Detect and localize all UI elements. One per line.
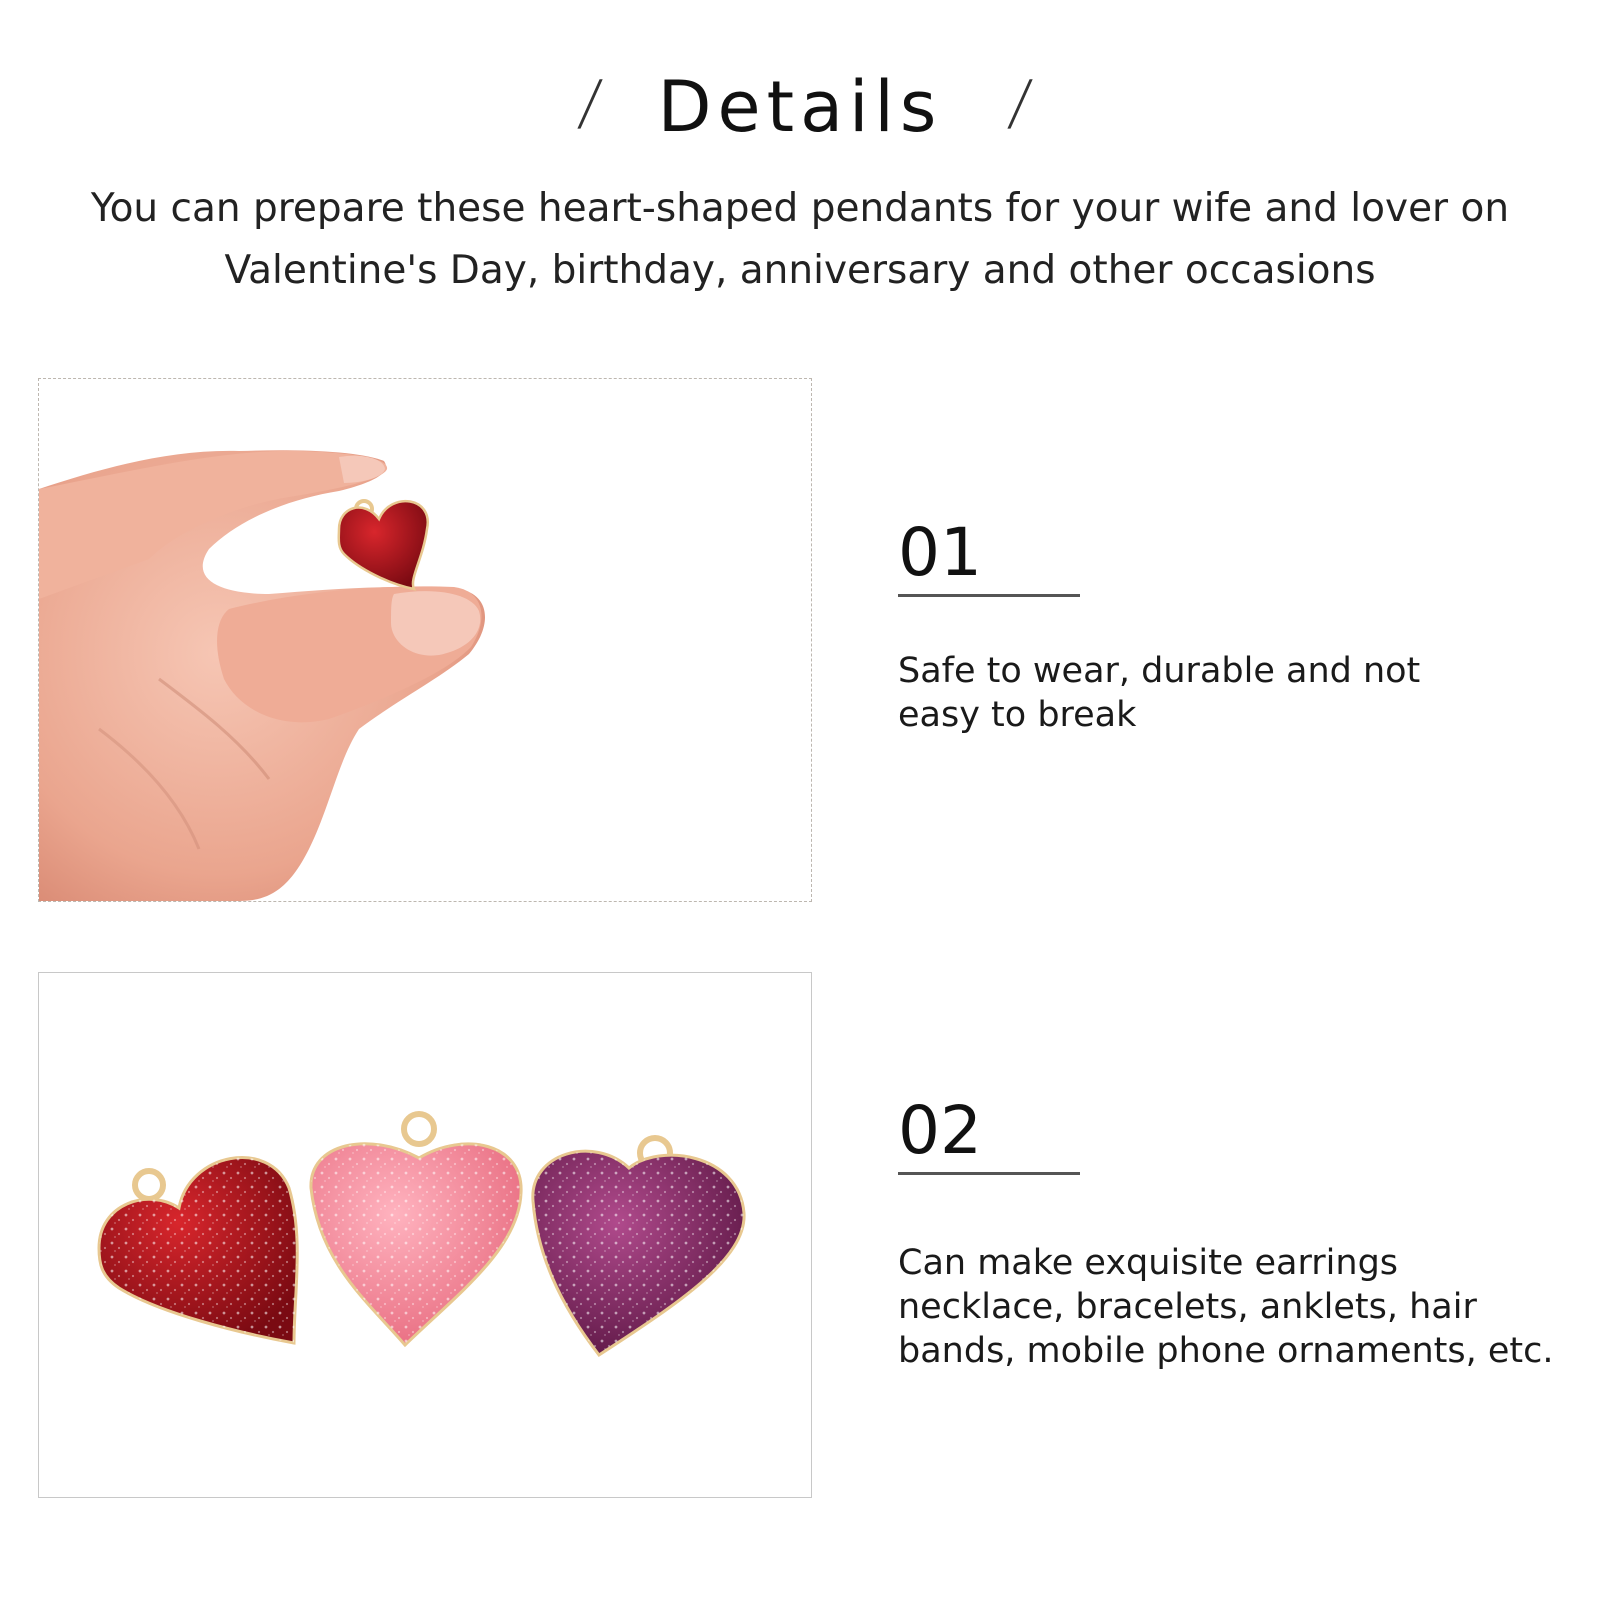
three-hearts-image bbox=[38, 972, 812, 1498]
hand-holding-heart-icon bbox=[39, 379, 811, 901]
feature-number: 02 bbox=[898, 1092, 982, 1169]
page-title: Details bbox=[657, 66, 943, 148]
feature-02 bbox=[898, 1092, 1558, 1373]
hand-pendant-image bbox=[38, 378, 812, 902]
details-header bbox=[0, 60, 1600, 155]
left-slash-decoration: / bbox=[575, 68, 606, 138]
feature-description: Can make exquisite earrings necklace, bracelets, anklets, hair bands, mobile phone ornaments, etc. bbox=[898, 1243, 1554, 1371]
intro-text: You can prepare these heart-shaped pendants for your wife and lover on Valentine's Day, birthday, anniversary and other occasions bbox=[90, 186, 1510, 293]
feature-number: 01 bbox=[898, 514, 982, 591]
feature-underline bbox=[898, 1172, 1080, 1175]
feature-underline bbox=[898, 594, 1080, 597]
three-heart-pendants-icon bbox=[39, 973, 811, 1497]
feature-01 bbox=[898, 514, 1558, 737]
right-slash-decoration: / bbox=[1005, 68, 1036, 138]
feature-description: Safe to wear, durable and not easy to break bbox=[898, 651, 1421, 735]
